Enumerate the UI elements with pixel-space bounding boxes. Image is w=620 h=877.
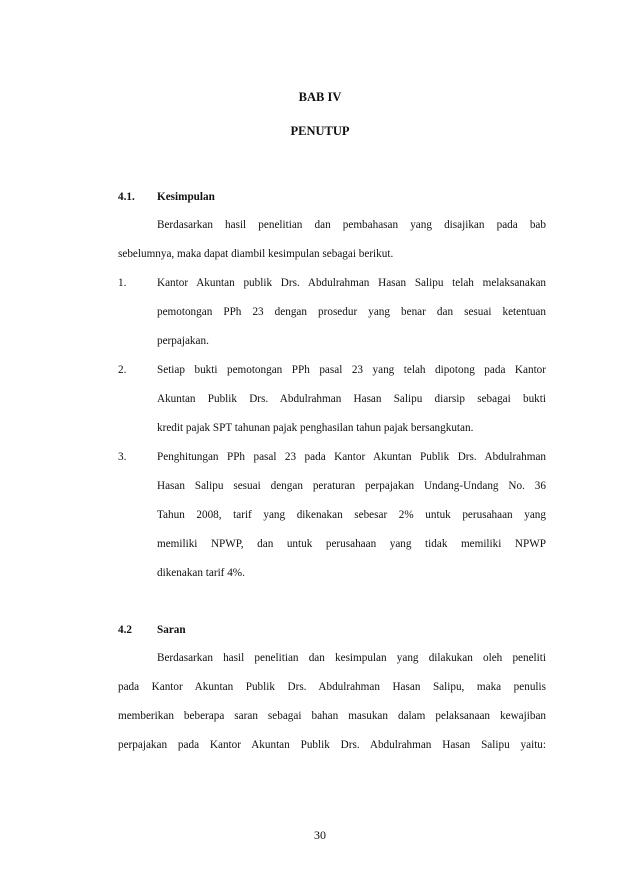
paragraph-line: Berdasarkan hasil penelitian dan kesimpulan yang dilakukan oleh peneliti: [157, 652, 546, 664]
list-item-line: dikenakan tarif 4%.: [157, 567, 245, 579]
paragraph-line: memberikan beberapa saran sebagai bahan masukan dalam pelaksanaan kewajiban: [118, 710, 546, 722]
section-title: Saran: [157, 624, 186, 636]
list-item-line: pemotongan PPh 23 dengan prosedur yang benar dan sesuai ketentuan: [157, 306, 546, 318]
list-marker: 1.: [118, 277, 127, 289]
list-item-line: Hasan Salipu sesuai dengan peraturan perpajakan Undang-Undang No. 36: [157, 480, 546, 492]
section-number: 4.1.: [118, 191, 135, 203]
page-number: 30: [314, 828, 326, 842]
section-title: Kesimpulan: [157, 191, 215, 203]
list-item-line: Kantor Akuntan publik Drs. Abdulrahman Hasan Salipu telah melaksanakan: [157, 277, 546, 289]
list-item-line: Setiap bukti pemotongan PPh pasal 23 yang telah dipotong pada Kantor: [157, 364, 546, 376]
list-item-line: memiliki NPWP, dan untuk perusahaan yang tidak memiliki NPWP: [157, 538, 546, 550]
list-item-line: Penghitungan PPh pasal 23 pada Kantor Akuntan Publik Drs. Abdulrahman: [157, 451, 546, 463]
paragraph-line: sebelumnya, maka dapat diambil kesimpulan sebagai berikut.: [118, 248, 394, 260]
list-marker: 3.: [118, 451, 127, 463]
list-item-line: perpajakan.: [157, 335, 209, 347]
paragraph-line: pada Kantor Akuntan Publik Drs. Abdulrahman Hasan Salipu, maka penulis: [118, 681, 546, 693]
paragraph-line: Berdasarkan hasil penelitian dan pembahasan yang disajikan pada bab: [157, 219, 546, 231]
list-item-line: Akuntan Publik Drs. Abdulrahman Hasan Salipu diarsip sebagai bukti: [157, 393, 546, 405]
chapter-number: BAB IV: [298, 90, 342, 104]
list-marker: 2.: [118, 364, 127, 376]
list-item-line: kredit pajak SPT tahunan pajak penghasilan tahun pajak bersangkutan.: [157, 422, 474, 434]
section-number: 4.2: [118, 624, 132, 636]
list-item-line: Tahun 2008, tarif yang dikenakan sebesar 2% untuk perusahaan yang: [157, 509, 546, 521]
paragraph-line: perpajakan pada Kantor Akuntan Publik Drs. Abdulrahman Hasan Salipu yaitu:: [118, 739, 546, 751]
chapter-title: PENUTUP: [290, 124, 350, 138]
